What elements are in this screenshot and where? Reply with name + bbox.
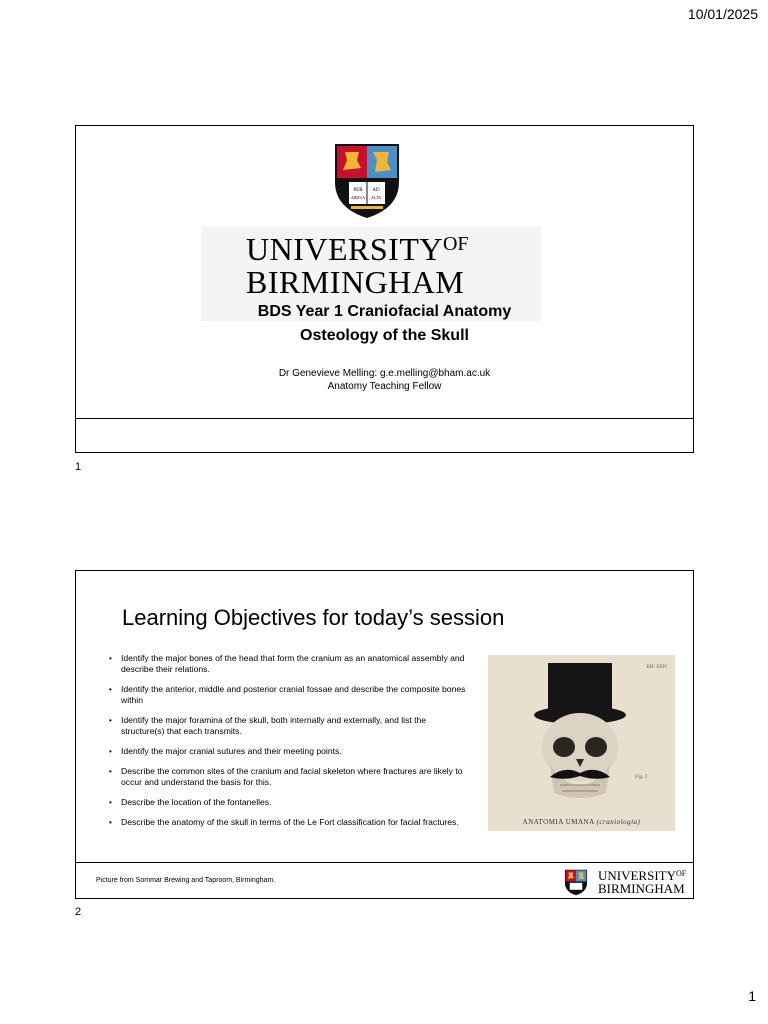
- learning-objectives-title: Learning Objectives for today’s session: [122, 605, 505, 630]
- slide-2[interactable]: [75, 570, 694, 899]
- presenter-name: Dr Genevieve Melling: g.e.melling@bham.ac.uk: [278, 368, 491, 379]
- slide-1[interactable]: [75, 125, 694, 453]
- slide-2-number: 2: [75, 906, 82, 918]
- wordmark-of: OF: [442, 233, 469, 255]
- slide-subtitle: Osteology of the Skull: [300, 327, 469, 344]
- picture-fig-label: Fig. 3: [635, 775, 647, 780]
- list-item: • Identify the anterior, middle and posterior cranial fossae and describe the composite bones within: [121, 684, 471, 706]
- university-crest-icon: [333, 142, 401, 220]
- print-date: 10/01/2025: [687, 6, 758, 22]
- footer-wordmark-line1: $UNIVERSITY^{OF}$: [598, 868, 687, 883]
- picture-tav-label: TAV. XXIV: [646, 665, 667, 670]
- slide-title: BDS Year 1 Craniofacial Anatomy: [257, 303, 512, 320]
- presenter-role: Anatomy Teaching Fellow: [327, 381, 442, 392]
- crest-text-alta: ALTA: [371, 195, 381, 200]
- crest-text-ardua: ARDUA: [350, 195, 366, 200]
- crest-text-per: PER: [353, 188, 363, 193]
- footer-crest-icon: [564, 869, 588, 896]
- list-item: • Describe the common sites of the cranium and facial skeleton where fractures are likely to occur and understand the basis for this.: [121, 766, 471, 788]
- skull-top-hat-picture: [488, 655, 675, 831]
- list-item: • Identify the major foramina of the skull, both internally and externally, and list the structure(s) that each transmits.: [121, 715, 471, 737]
- slide-1-number: 1: [75, 461, 82, 473]
- slide-1-notes-band: [76, 418, 693, 453]
- list-item: • Describe the anatomy of the skull in terms of the Le Fort classification for facial fractures.: [121, 817, 471, 828]
- footer-wordmark-line2: BIRMINGHAM: [598, 881, 685, 896]
- list-item: • Describe the location of the fontanelles.: [121, 797, 471, 808]
- list-item: • Identify the major cranial sutures and their meeting points.: [121, 746, 471, 757]
- university-wordmark-line1: $UNIVERSITY^{OF}$: [246, 231, 469, 267]
- objectives-list: [109, 653, 471, 837]
- footer-wordmark-of: OF: [676, 869, 687, 878]
- skull-top-hat-icon: [488, 655, 675, 815]
- list-item: • Identify the major bones of the head that form the cranium as an anatomical assembly and describe their relations.: [121, 653, 471, 675]
- picture-credit: Picture from Sommar Brewing and Taproom, Birmingham.: [96, 877, 276, 884]
- presenter-block: [76, 367, 693, 393]
- university-wordmark-line2: BIRMINGHAM: [246, 264, 465, 300]
- crest-text-ad: AD: [372, 188, 380, 193]
- page-number: 1: [748, 988, 756, 1004]
- picture-caption: ANATOMIA UMANA (craniologia): [522, 818, 641, 826]
